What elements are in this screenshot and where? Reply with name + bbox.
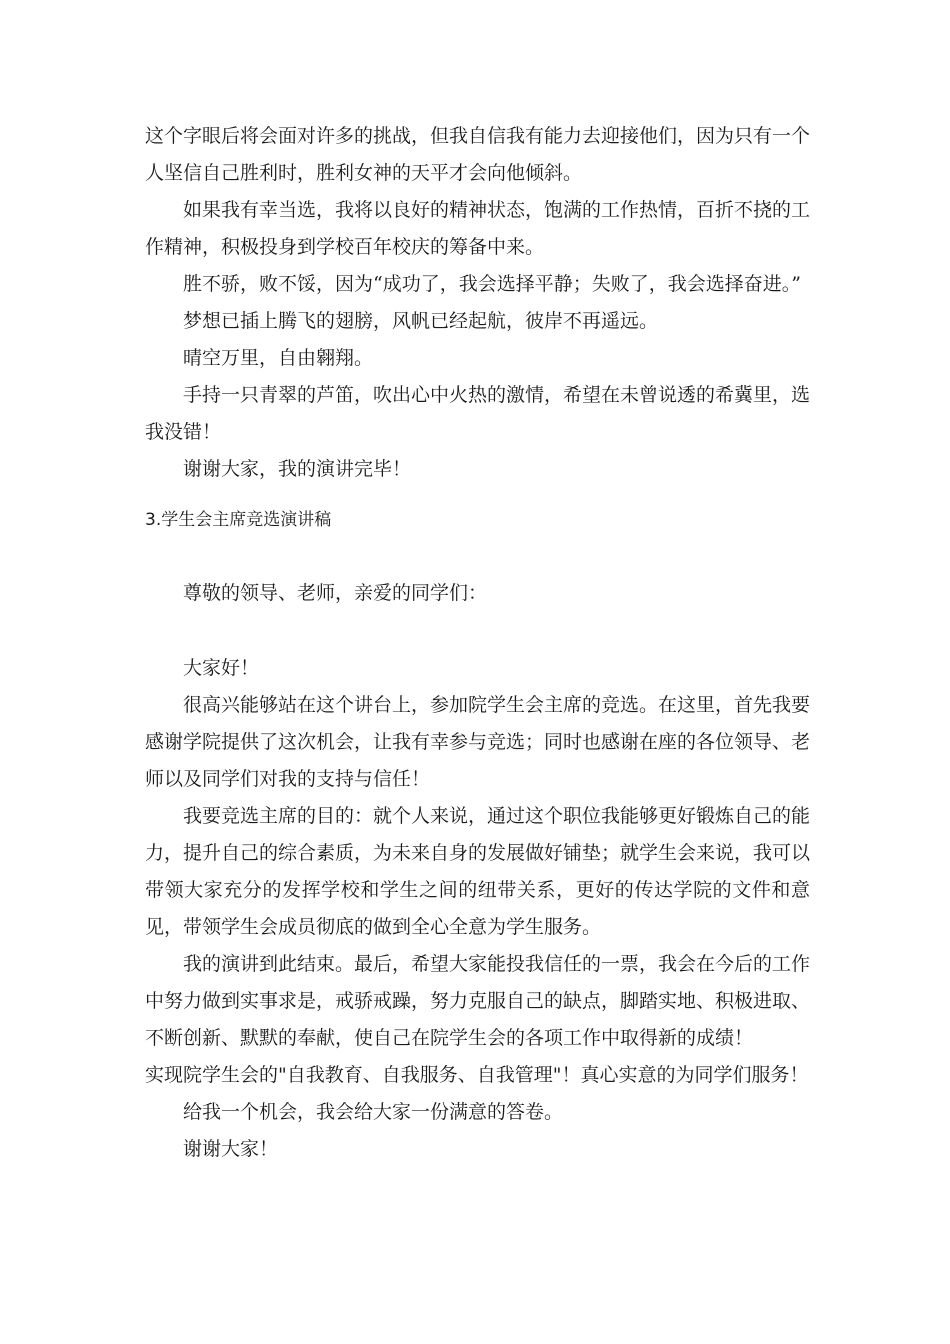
paragraph: 如果我有幸当选，我将以良好的精神状态，饱满的工作热情，百折不挠的工作精神，积极投身到学校百年校庆的筹备中来。 — [145, 199, 811, 258]
paragraph: 胜不骄，败不馁，因为“成功了，我会选择平静；失败了，我会选择奋进。” — [183, 273, 801, 295]
paragraph: 手持一只青翠的芦笛，吹出心中火热的激情，希望在未曾说透的希冀里，选我没错！ — [145, 384, 811, 443]
salutation: 尊敬的领导、老师，亲爱的同学们： — [183, 582, 488, 604]
greeting: 大家好！ — [183, 657, 260, 679]
section-title: 3.学生会主席竞选演讲稿 — [145, 510, 332, 530]
paragraph: 实现院学生会的"自我教育、自我服务、自我管理"！真心实意的为同学们服务！ — [145, 1064, 809, 1086]
closing-line: 谢谢大家！ — [183, 1138, 279, 1160]
paragraph: 很高兴能够站在这个讲台上，参加院学生会主席的竞选。在这里，首先我要感谢学院提供了这次机会，让我有幸参与竞选；同时也感谢在座的各位领导、老师以及同学们对我的支持与信任！ — [145, 694, 811, 790]
paragraph: 晴空万里，自由翱翔。 — [183, 347, 374, 369]
document-body — [145, 118, 810, 1168]
paragraph: 这个字眼后将会面对许多的挑战，但我自信我有能力去迎接他们，因为只有一个人坚信自己胜利时，胜利女神的天平才会向他倾斜。 — [145, 125, 811, 184]
paragraph: 我的演讲到此结束。最后，希望大家能投我信任的一票，我会在今后的工作中努力做到实事求是，戒骄戒躁，努力克服自己的缺点，脚踏实地、积极进取、不断创新、默默的奉献，使自己在院学生会的各项工作中取得新的成绩！ — [145, 953, 811, 1049]
paragraph: 我要竞选主席的目的：就个人来说，通过这个职位我能够更好锻炼自己的能力，提升自己的综合素质，为未来自身的发展做好铺垫；就学生会来说，我可以带领大家充分的发挥学校和学生之间的纽带关系，更好的传达学院的文件和意见，带领学生会成员彻底的做到全心全意为学生服务。 — [145, 805, 811, 938]
paragraph: 给我一个机会，我会给大家一份满意的答卷。 — [183, 1101, 564, 1123]
paragraph: 谢谢大家，我的演讲完毕！ — [183, 458, 412, 480]
paragraph: 梦想已插上腾飞的翅膀，风帆已经起航，彼岸不再遥远。 — [183, 310, 659, 332]
